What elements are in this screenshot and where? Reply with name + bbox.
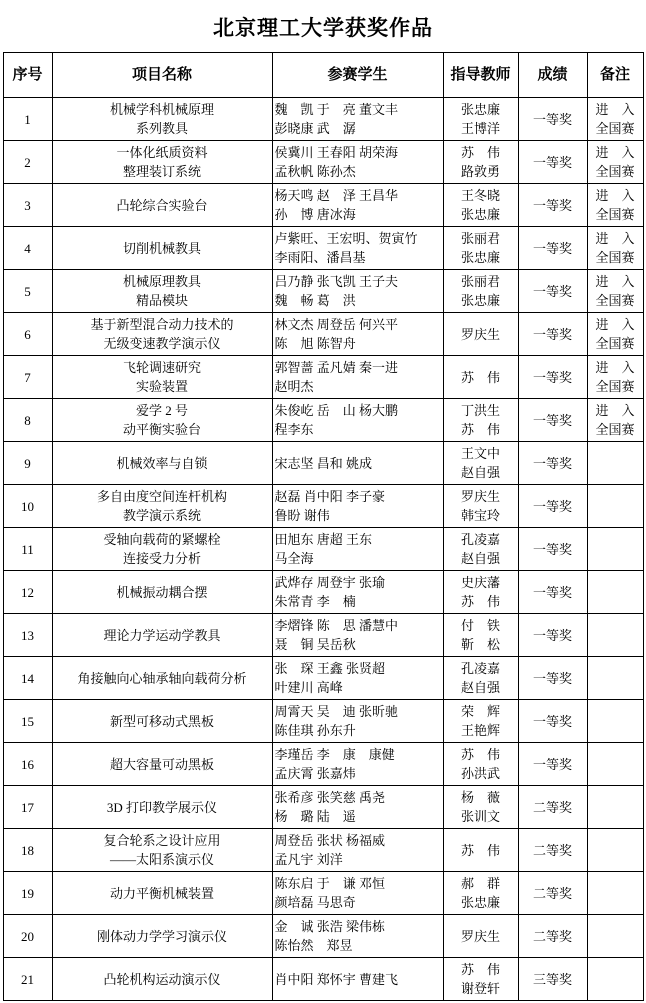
grade-cell: 二等奖 [518,786,587,829]
cell-line: 凸轮综合实验台 [116,197,208,213]
project-name-cell [52,141,272,184]
cell-line: 进 入 [595,317,635,332]
grade-cell: 二等奖 [518,872,587,915]
cell-line: 新型可移动式黑板 [109,713,214,729]
cell-line: 彭晓康 武 潺 [274,121,356,136]
cell-line: 赵自强 [460,680,500,695]
teachers-cell [443,743,518,786]
teachers-cell [443,829,518,872]
cell-line: 精品模块 [135,293,188,308]
cell-line: 郭智蔷 孟凡婧 秦一进 [274,360,399,375]
row-number-cell: 17 [3,786,52,829]
cell-line: 鲁盼 谢伟 [274,508,330,523]
grade-cell: 一等奖 [518,313,587,356]
row-number-cell: 12 [3,571,52,614]
project-name-cell [52,614,272,657]
cell-line: 荣 辉 [460,704,500,719]
cell-line: 孟凡宇 刘洋 [274,852,343,867]
cell-line: 全国赛 [595,207,635,222]
cell-line: 张忠廉 [460,250,500,265]
grade-cell: 一等奖 [518,399,587,442]
cell-line: 爱学 2 号 [135,403,188,418]
cell-line: 张忠廉 [460,207,500,222]
cell-line: 张忠廉 [460,895,500,910]
note-cell [587,528,643,571]
row-number-cell: 1 [3,98,52,141]
row-number-cell: 3 [3,184,52,227]
cell-line: 周登岳 张状 杨福威 [274,833,386,848]
cell-line: 聂 铜 吴岳秋 [274,637,356,652]
table-row [3,356,643,399]
teachers-cell [443,614,518,657]
note-cell [587,786,643,829]
teachers-cell [443,227,518,270]
students-cell [272,485,443,528]
students-cell [272,184,443,227]
project-name-cell [52,743,272,786]
cell-line: 谢登轩 [460,981,500,996]
cell-line: 进 入 [595,274,635,289]
cell-line: 罗庆生 [460,489,500,504]
teachers-cell [443,270,518,313]
cell-line: 刚体动力学学习演示仪 [96,928,227,944]
project-name-cell [52,657,272,700]
note-cell [587,915,643,958]
cell-line: 进 入 [595,188,635,203]
cell-line: 孟庆霄 张嘉炜 [274,766,356,781]
cell-line: 一体化纸质资料 [116,145,208,160]
cell-line: 陈佳琪 孙东升 [274,723,356,738]
students-cell [272,227,443,270]
cell-line: 武烨存 周登宇 张瑜 [274,575,386,590]
table-row [3,270,643,313]
project-name-cell [52,399,272,442]
cell-line: 朱常青 李 楠 [274,594,356,609]
teachers-cell [443,356,518,399]
row-number-cell: 19 [3,872,52,915]
table-row [3,485,643,528]
note-cell [587,614,643,657]
note-cell [587,98,643,141]
cell-line: 超大容量可动黑板 [109,756,214,772]
cell-line: 进 入 [595,403,635,418]
students-cell [272,141,443,184]
students-cell [272,614,443,657]
teachers-cell [443,571,518,614]
grade-cell: 二等奖 [518,915,587,958]
cell-line: 苏 伟 [460,422,500,437]
table-row [3,399,643,442]
row-number-cell: 10 [3,485,52,528]
row-number-cell: 8 [3,399,52,442]
row-number-cell: 20 [3,915,52,958]
cell-line: 杨 薇 [460,790,500,805]
row-number-cell: 14 [3,657,52,700]
row-number-cell: 18 [3,829,52,872]
cell-line: 进 入 [595,102,635,117]
cell-line: 机械原理教具 [122,274,201,289]
cell-line: 张忠廉 [460,102,500,117]
note-cell [587,743,643,786]
cell-line: 实验装置 [135,379,188,394]
note-cell [587,872,643,915]
cell-line: 颜培磊 马思奇 [274,895,356,910]
grade-cell: 一等奖 [518,270,587,313]
project-name-cell [52,442,272,485]
table-row [3,184,643,227]
cell-line: 苏 伟 [460,369,500,385]
grade-cell: 一等奖 [518,528,587,571]
cell-line: 张丽君 [460,274,500,289]
header-row [3,53,643,98]
project-name-cell [52,356,272,399]
row-number-cell: 15 [3,700,52,743]
row-number-cell: 6 [3,313,52,356]
note-cell [587,141,643,184]
table-row [3,313,643,356]
table-row [3,528,643,571]
cell-line: 魏 畅 葛 洪 [274,293,356,308]
cell-line: 程李东 [274,422,314,437]
students-cell [272,958,443,1001]
cell-line: 进 入 [595,145,635,160]
note-cell [587,356,643,399]
students-cell [272,313,443,356]
cell-line: 付 铁 [460,618,500,633]
table-row [3,442,643,485]
students-cell [272,270,443,313]
table-row [3,657,643,700]
note-cell [587,485,643,528]
cell-line: 全国赛 [595,379,635,394]
cell-line: 孙洪武 [460,766,500,781]
cell-line: 李雨阳、潘昌基 [274,250,366,265]
cell-line: 苏 伟 [460,145,500,160]
teachers-cell [443,313,518,356]
project-name-cell [52,872,272,915]
cell-line: 孟秋帆 陈孙杰 [274,164,356,179]
cell-line: 丁洪生 [460,403,500,418]
cell-line: 机械振动耦合摆 [116,584,208,600]
note-cell [587,657,643,700]
project-name-cell [52,571,272,614]
note-cell [587,700,643,743]
cell-line: 罗庆生 [460,928,500,944]
cell-line: 金 诚 张浩 梁伟栋 [274,919,386,934]
students-cell [272,98,443,141]
cell-line: 角接触向心轴承轴向载荷分析 [77,670,247,686]
header-note: 备注 [587,53,643,98]
students-cell [272,442,443,485]
cell-line: 张 琛 王鑫 张贤超 [274,661,386,676]
teachers-cell [443,98,518,141]
row-number-cell: 7 [3,356,52,399]
cell-line: 路敦勇 [460,164,500,179]
cell-line: 魏 凯 于 亮 董文丰 [274,102,399,117]
grade-cell: 一等奖 [518,141,587,184]
cell-line: 陈东启 于 谦 邓恒 [274,876,386,891]
cell-line: 3D 打印教学展示仪 [106,799,218,815]
teachers-cell [443,528,518,571]
cell-line: 孔凌嘉 [460,532,500,547]
cell-line: 林文杰 周登岳 何兴平 [274,317,399,332]
table-row [3,743,643,786]
row-number-cell: 4 [3,227,52,270]
cell-line: 郝 群 [460,876,500,891]
table-row [3,915,643,958]
note-cell [587,399,643,442]
cell-line: 全国赛 [595,293,635,308]
project-name-cell [52,786,272,829]
cell-line: 李瑾岳 李 康 康健 [274,747,395,762]
cell-line: 赵磊 肖中阳 李子豪 [274,489,386,504]
cell-line: 全国赛 [595,422,635,437]
project-name-cell [52,700,272,743]
cell-line: 系列教具 [135,121,188,136]
project-name-cell [52,528,272,571]
cell-line: 王冬晓 [460,188,500,203]
cell-line: 无级变速教学演示仪 [103,336,221,351]
project-name-cell [52,313,272,356]
table-row [3,571,643,614]
cell-line: 韩宝玲 [460,508,500,523]
cell-line: 全国赛 [595,250,635,265]
header-students: 参赛学生 [272,53,443,98]
grade-cell: 三等奖 [518,958,587,1001]
teachers-cell [443,399,518,442]
students-cell [272,829,443,872]
project-name-cell [52,958,272,1001]
cell-line: 杨天鸣 赵 泽 王昌华 [274,188,399,203]
cell-line: 张丽君 [460,231,500,246]
teachers-cell [443,657,518,700]
cell-line: 复合轮系之设计应用 [103,833,221,848]
cell-line: 教学演示系统 [122,508,201,523]
students-cell [272,700,443,743]
teachers-cell [443,141,518,184]
students-cell [272,872,443,915]
cell-line: 王文中 [460,446,500,461]
cell-line: 王博洋 [460,121,500,136]
cell-line: 罗庆生 [460,326,500,342]
cell-line: 李熠锋 陈 思 潘慧中 [274,618,399,633]
cell-line: 张忠廉 [460,293,500,308]
grade-cell: 一等奖 [518,743,587,786]
cell-line: 整理装订系统 [122,164,201,179]
table-row [3,958,643,1001]
cell-line: 全国赛 [595,336,635,351]
note-cell [587,958,643,1001]
students-cell [272,571,443,614]
cell-line: 机械学科机械原理 [109,102,214,117]
row-number-cell: 5 [3,270,52,313]
grade-cell: 一等奖 [518,571,587,614]
table-row [3,614,643,657]
cell-line: 孙 博 唐冰海 [274,207,356,222]
cell-line: 靳 松 [460,637,500,652]
students-cell [272,743,443,786]
teachers-cell [443,485,518,528]
teachers-cell [443,442,518,485]
note-cell [587,442,643,485]
cell-line: 陈怡然 郑昱 [274,938,353,953]
cell-line: 陈 旭 陈智舟 [274,336,356,351]
cell-line: 田旭东 唐超 王东 [274,532,373,547]
students-cell [272,915,443,958]
grade-cell: 一等奖 [518,356,587,399]
cell-line: 苏 伟 [460,962,500,977]
cell-line: 赵自强 [460,465,500,480]
row-number-cell: 21 [3,958,52,1001]
table-row [3,227,643,270]
row-number-cell: 16 [3,743,52,786]
project-name-cell [52,915,272,958]
note-cell [587,184,643,227]
teachers-cell [443,184,518,227]
cell-line: 进 入 [595,360,635,375]
cell-line: 朱俊屹 岳 山 杨大鹏 [274,403,399,418]
project-name-cell [52,485,272,528]
teachers-cell [443,915,518,958]
cell-line: 王艳辉 [460,723,500,738]
cell-line: 史庆藩 [460,575,500,590]
cell-line: 全国赛 [595,164,635,179]
table-row [3,786,643,829]
cell-line: 卢紫旺、王宏明、贺寅竹 [274,231,418,246]
note-cell [587,313,643,356]
row-number-cell: 11 [3,528,52,571]
students-cell [272,657,443,700]
note-cell [587,227,643,270]
grade-cell: 一等奖 [518,614,587,657]
students-cell [272,528,443,571]
cell-line: 杨 璐 陆 遥 [274,809,356,824]
grade-cell: 一等奖 [518,700,587,743]
awards-table [3,52,644,1001]
cell-line: 孔凌嘉 [460,661,500,676]
cell-line: 肖中阳 郑怀宇 曹建飞 [274,971,399,987]
cell-line: 理论力学运动学教具 [103,627,221,643]
cell-line: 受轴向载荷的紧螺栓 [103,532,221,547]
cell-line: 动平衡实验台 [122,422,201,437]
cell-line: 进 入 [595,231,635,246]
table-row [3,700,643,743]
header-no: 序号 [3,53,52,98]
cell-line: 基于新型混合动力技术的 [90,317,234,332]
students-cell [272,399,443,442]
grade-cell: 二等奖 [518,829,587,872]
note-cell [587,571,643,614]
project-name-cell [52,829,272,872]
cell-line: 切削机械教具 [122,240,201,256]
cell-line: 苏 伟 [460,747,500,762]
grade-cell: 一等奖 [518,98,587,141]
cell-line: 马全海 [274,551,314,566]
teachers-cell [443,786,518,829]
cell-line: 飞轮调速研究 [122,360,201,375]
cell-line: 苏 伟 [460,594,500,609]
cell-line: 机械效率与自锁 [116,455,208,471]
table-row [3,829,643,872]
cell-line: 叶建川 高峰 [274,680,343,695]
grade-cell: 一等奖 [518,184,587,227]
grade-cell: 一等奖 [518,227,587,270]
cell-line: 侯冀川 王春阳 胡荣海 [274,145,399,160]
page-title: 北京理工大学获奖作品 [213,17,433,40]
note-cell [587,829,643,872]
header-grade: 成绩 [518,53,587,98]
cell-line: 多自由度空间连杆机构 [96,489,227,504]
cell-line: 凸轮机构运动演示仪 [103,971,221,987]
row-number-cell: 9 [3,442,52,485]
cell-line: ——太阳系演示仪 [109,852,214,867]
row-number-cell: 13 [3,614,52,657]
header-teachers: 指导教师 [443,53,518,98]
project-name-cell [52,98,272,141]
note-cell [587,270,643,313]
cell-line: 周霄天 吴 迪 张昕驰 [274,704,399,719]
cell-line: 动力平衡机械装置 [109,885,214,901]
teachers-cell [443,958,518,1001]
table-row [3,872,643,915]
grade-cell: 一等奖 [518,442,587,485]
cell-line: 张希彦 张笑慈 禹尧 [274,790,386,805]
cell-line: 赵明杰 [274,379,314,394]
header-project: 项目名称 [52,53,272,98]
students-cell [272,786,443,829]
table-row [3,141,643,184]
cell-line: 苏 伟 [460,842,500,858]
cell-line: 全国赛 [595,121,635,136]
grade-cell: 一等奖 [518,657,587,700]
students-cell [272,356,443,399]
project-name-cell [52,227,272,270]
cell-line: 吕乃静 张飞凯 王子夫 [274,274,399,289]
cell-line: 赵自强 [460,551,500,566]
table-row [3,98,643,141]
row-number-cell: 2 [3,141,52,184]
project-name-cell [52,270,272,313]
cell-line: 张训文 [460,809,500,824]
cell-line: 连接受力分析 [122,551,201,566]
cell-line: 宋志坚 昌和 姚成 [274,455,373,471]
project-name-cell [52,184,272,227]
teachers-cell [443,700,518,743]
grade-cell: 一等奖 [518,485,587,528]
teachers-cell [443,872,518,915]
